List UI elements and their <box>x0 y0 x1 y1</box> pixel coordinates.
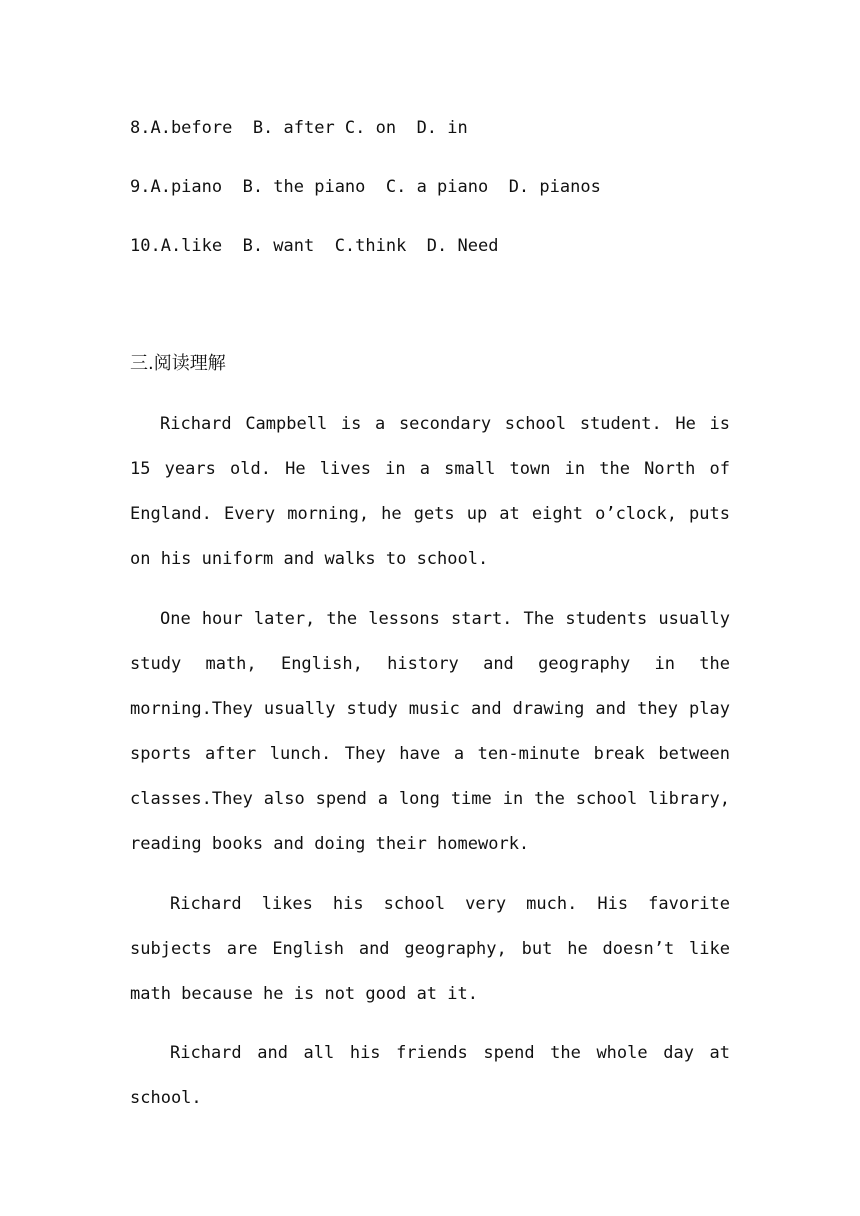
passage-paragraph-2: One hour later, the lessons start. The students usually study math, English, history and geography in the morning.They usually study music and drawing and they play sports after lunch. They have a ten-minute break between classes.They also spend a long time in the school library, reading books and doing their homework. <box>130 609 730 854</box>
passage-paragraph-4: Richard and all his friends spend the whole day at school. <box>130 1043 730 1108</box>
question-9-options: 9.A.piano B. the piano C. a piano D. pianos <box>130 177 601 197</box>
passage-paragraph-3: Richard likes his school very much. His favorite subjects are English and geography, but he doesn’t like math because he is not good at it. <box>130 894 730 1004</box>
passage-paragraph-1: Richard Campbell is a secondary school student. He is 15 years old. He lives in a small town in the North of England. Every morning, he gets up at eight o’clock, puts on his uniform and walks to school. <box>130 414 730 569</box>
question-8-options: 8.A.before B. after C. on D. in <box>130 118 468 138</box>
question-10-options: 10.A.like B. want C.think D. Need <box>130 236 499 256</box>
section-heading-reading: 三.阅读理解 <box>130 353 226 374</box>
